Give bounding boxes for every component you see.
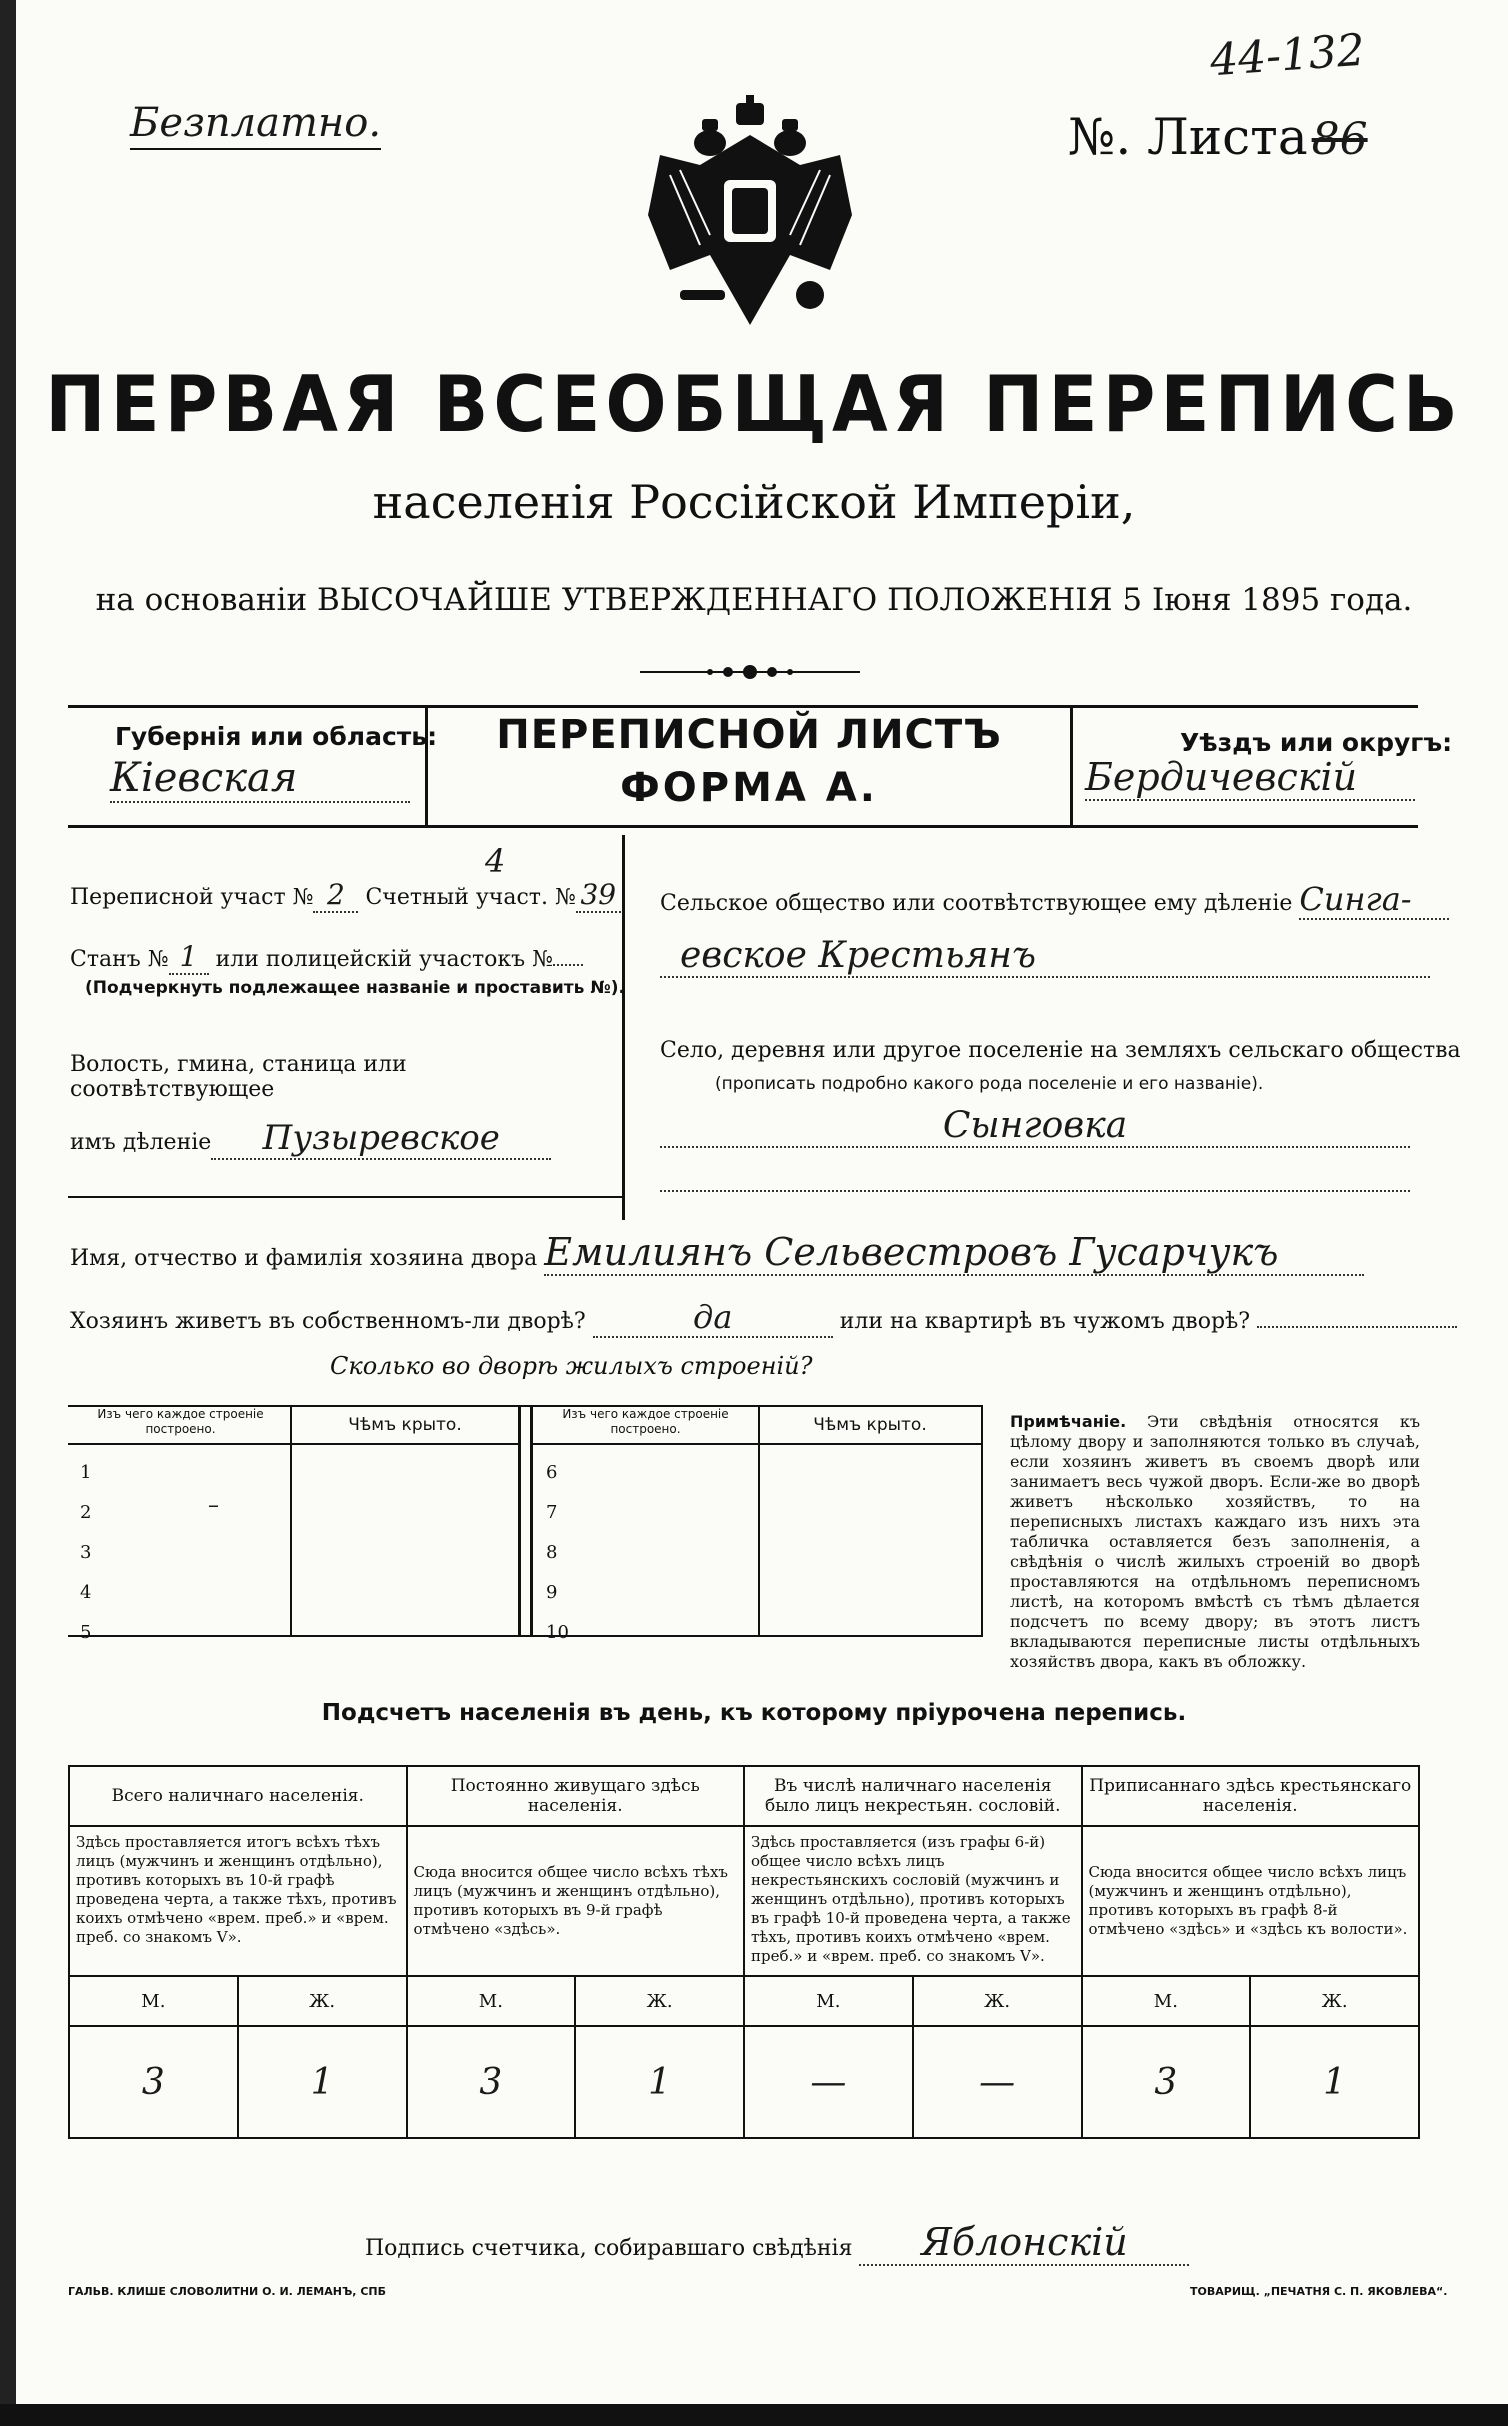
bt-bottom	[68, 1635, 983, 1637]
note-block	[1010, 1412, 1420, 1672]
village-extra-line	[660, 1190, 1410, 1192]
volost-row	[70, 1118, 551, 1160]
form-frame-top	[68, 705, 1418, 708]
society-value-1: Синга-	[1299, 880, 1449, 920]
bt-row-number: 4	[80, 1582, 92, 1603]
scan-bottom-edge	[0, 2404, 1508, 2426]
pop-col1-f: 1	[238, 2026, 407, 2138]
own-yard-label: Хозяинъ живетъ въ собственномъ-ли дворѣ?	[70, 1309, 586, 1334]
bt-col1	[290, 1405, 292, 1637]
pop-col3-title: Въ числѣ наличнаго населенія было лицъ некрестьян. сословій.	[744, 1766, 1082, 1826]
police-value-line	[553, 964, 583, 966]
uezd-value: Бердичевскій	[1085, 755, 1415, 801]
pop-col4-f: 1	[1250, 2026, 1419, 2138]
pop-col1-desc: Здѣсь проставляется итогъ всѣхъ тѣхъ лицъ (мужчинъ и женщинъ отдѣльно), противъ которыхъ въ 10-й графѣ проведена черта, а также тѣхъ, противъ коихъ отмѣчено «врем. преб.» и «врем. преб. со знакомъ V».	[69, 1826, 407, 1976]
bt-header-line-left	[68, 1443, 518, 1445]
volost-label: Волость, гмина, станица или соотвѣтствующее	[70, 1052, 407, 1102]
pop-col3-f: —	[913, 2026, 1082, 2138]
counting-section-value: 39	[576, 878, 621, 913]
population-heading: Подсчетъ населенія въ день, къ которому пріурочена перепись.	[321, 1700, 1187, 1726]
village-value: Сынговка	[660, 1105, 1410, 1148]
bt-row-number: 1	[80, 1462, 92, 1483]
note-text: Эти свѣдѣнія относятся къ цѣлому двору и заполняются только въ случаѣ, если хозяинъ живетъ въ своемъ дворѣ или занимаетъ весь чужой дворъ. Если-же во дворѣ живетъ нѣсколько хозяйствъ, то на переписныхъ листахъ каждаго изъ нихъ эта табличка оставляется безъ заполненія, а свѣдѣнія о числѣ жилыхъ строеній во дворѣ проставляются на отдѣльномъ переписномъ листѣ, на которомъ вмѣстѣ съ тѣмъ дѣлается подсчетъ по всему двору; въ этотъ листъ вкладываются переписные листы отдѣльныхъ хозяйствъ двора, какъ въ обложку.	[1010, 1412, 1420, 1671]
fields-divider	[622, 835, 625, 1220]
pop-col2-desc: Сюда вносится общее число всѣхъ тѣхъ лицъ (мужчинъ и женщинъ отдѣльно), противъ которыхъ въ 9-й графѣ отмѣчено «здѣсь».	[407, 1826, 745, 1976]
note-title: Примѣчаніе.	[1010, 1412, 1127, 1431]
archive-mark: 44-132	[1208, 24, 1367, 87]
underline-note: (Подчеркнуть подлежащее названіе и проставить №).	[85, 978, 625, 998]
bt-col-material-left: Изъ чего каждое строеніе построено.	[97, 1407, 264, 1436]
volost-value: Пузыревское	[211, 1118, 551, 1160]
rented-label: или на квартирѣ въ чужомъ дворѣ?	[839, 1309, 1251, 1334]
bt-col-material-right: Изъ чего каждое строеніе построено.	[562, 1407, 729, 1436]
rented-value-line	[1257, 1326, 1457, 1328]
owner-name-row	[70, 1230, 1364, 1276]
stan-row	[70, 940, 583, 975]
pop-col2-title: Постоянно живущаго здѣсь населенія.	[407, 1766, 745, 1826]
sheet-number-label: №. Листа	[1068, 108, 1308, 166]
stan-value: 1	[169, 940, 209, 975]
ornament-divider	[640, 660, 860, 684]
bt-row-number: 3	[80, 1542, 92, 1563]
pop-col1-title: Всего наличнаго населенія.	[69, 1766, 407, 1826]
bt-row-number: 2	[80, 1502, 92, 1523]
society-label: Сельское общество или соотвѣтствующее ему дѣленіе	[660, 891, 1293, 916]
bt-col-roof-left: Чѣмъ крыто.	[348, 1415, 462, 1435]
signature-value: Яблонскій	[859, 2220, 1189, 2266]
census-section-value: 2	[313, 878, 358, 913]
left-fields-bottom	[68, 1196, 623, 1198]
volost-label-2: имъ дѣленіе	[70, 1130, 212, 1155]
bt-row-number: 5	[80, 1622, 92, 1643]
form-frame-mid	[68, 825, 1418, 828]
bt-rows-left	[80, 1453, 91, 1653]
pop-col2-m: 3	[407, 2026, 576, 2138]
own-yard-value: да	[593, 1298, 833, 1338]
bt-mid-b	[530, 1405, 533, 1637]
pop-col4-title: Приписаннаго здѣсь крестьянскаго населенія.	[1082, 1766, 1420, 1826]
basis-line: на основаніи ВЫСОЧАЙШЕ УТВЕРЖДЕННАГО ПОЛОЖЕНІЯ 5 Іюня 1895 года.	[95, 582, 1413, 618]
sheet-number-value: 86	[1311, 114, 1368, 165]
uezd-label: Уѣздъ или округъ:	[1180, 728, 1453, 757]
pop-col3-desc: Здѣсь проставляется (изъ графы 6-й) общее число всѣхъ лицъ некрестьянскихъ сословій (мужчинъ и женщинъ отдѣльно), противъ которыхъ въ графѣ 10-й проведена черта, а также тѣхъ, противъ коихъ отмѣчено «врем. преб.» и «врем. преб. со знакомъ V».	[744, 1826, 1082, 1976]
footer-left: ГАЛЬВ. КЛИШЕ СЛОВОЛИТНИ О. И. ЛЕМАНЪ, СПБ	[68, 2285, 386, 2298]
free-label: Безплатно.	[130, 100, 381, 150]
bt-row-number: 9	[546, 1582, 558, 1603]
main-title: ПЕРВАЯ ВСЕОБЩАЯ ПЕРЕПИСЬ	[45, 358, 1463, 450]
uezd-box-left	[1070, 705, 1073, 825]
form-title: ПЕРЕПИСНОЙ ЛИСТЪ	[496, 712, 1002, 758]
pop-col2-f: 1	[575, 2026, 744, 2138]
gubernia-label: Губернія или область:	[115, 722, 438, 751]
society-row	[660, 880, 1449, 920]
bt-col-roof-right: Чѣмъ крыто.	[813, 1415, 927, 1435]
bt-row-number: 8	[546, 1542, 558, 1563]
pop-col4-m: 3	[1082, 2026, 1251, 2138]
gubernia-value: Кіевская	[110, 755, 410, 803]
sheet-number	[1068, 108, 1368, 166]
counting-section-correction: 4	[485, 842, 506, 880]
owner-name-label: Имя, отчество и фамилія хозяина двора	[70, 1246, 538, 1271]
pop-m-label: М.	[744, 1976, 913, 2026]
pop-f-label: Ж.	[913, 1976, 1082, 2026]
buildings-table	[68, 1405, 983, 1643]
imperial-eagle-emblem	[640, 95, 860, 340]
pop-f-label: Ж.	[1250, 1976, 1419, 2026]
pop-col3-m: —	[744, 2026, 913, 2138]
bt-mid-a	[518, 1405, 521, 1637]
pop-m-label: М.	[407, 1976, 576, 2026]
bt-row-number: 6	[546, 1462, 558, 1483]
village-note: (прописать подробно какого рода поселеніе и его названіе).	[715, 1074, 1264, 1094]
pop-col1-m: 3	[69, 2026, 238, 2138]
counting-section-label: Счетный участ.	[365, 885, 548, 910]
pop-m-label: М.	[1082, 1976, 1251, 2026]
owner-name-value: Емилиянъ Сельвестровъ Гусарчукъ	[544, 1230, 1364, 1276]
bt-col2	[758, 1405, 760, 1637]
bt-row-number: 7	[546, 1502, 558, 1523]
pop-f-label: Ж.	[238, 1976, 407, 2026]
sub-title: населенія Россійской Имперіи,	[372, 475, 1136, 529]
police-label: или полицейскій участокъ №	[215, 947, 553, 972]
bt-right	[981, 1405, 983, 1637]
buildings-question: Сколько во дворѣ жилыхъ строеній?	[330, 1352, 813, 1380]
bt-row2-mark: –	[208, 1493, 219, 1518]
society-value-2: евское Крестьянъ	[660, 935, 1430, 978]
owner-yard-row	[70, 1298, 1457, 1338]
form-subtitle: ФОРМА А.	[620, 765, 878, 811]
bt-row-number: 10	[546, 1622, 569, 1643]
signature-row	[365, 2220, 1189, 2266]
signature-label: Подпись счетчика, собиравшаго свѣдѣнія	[365, 2236, 853, 2261]
stan-label: Станъ №	[70, 947, 169, 972]
census-section-no-label: №	[292, 885, 314, 910]
bt-rows-right	[546, 1453, 569, 1653]
pop-m-label: М.	[69, 1976, 238, 2026]
pop-col4-desc: Сюда вносится общее число всѣхъ лицъ (мужчинъ и женщинъ отдѣльно), противъ которыхъ въ графѣ 8-й отмѣчено «здѣсь» и «здѣсь къ волости».	[1082, 1826, 1420, 1976]
pop-f-label: Ж.	[575, 1976, 744, 2026]
footer-right: ТОВАРИЩ. „ПЕЧАТНЯ С. П. ЯКОВЛЕВА“.	[1190, 2285, 1448, 2298]
counting-section-no-label: №	[554, 885, 576, 910]
village-label: Село, деревня или другое поселеніе на земляхъ сельскаго общества	[660, 1038, 1461, 1063]
population-table	[68, 1765, 1420, 2139]
census-section-row	[70, 878, 621, 913]
census-section-label: Переписной участ	[70, 885, 286, 910]
